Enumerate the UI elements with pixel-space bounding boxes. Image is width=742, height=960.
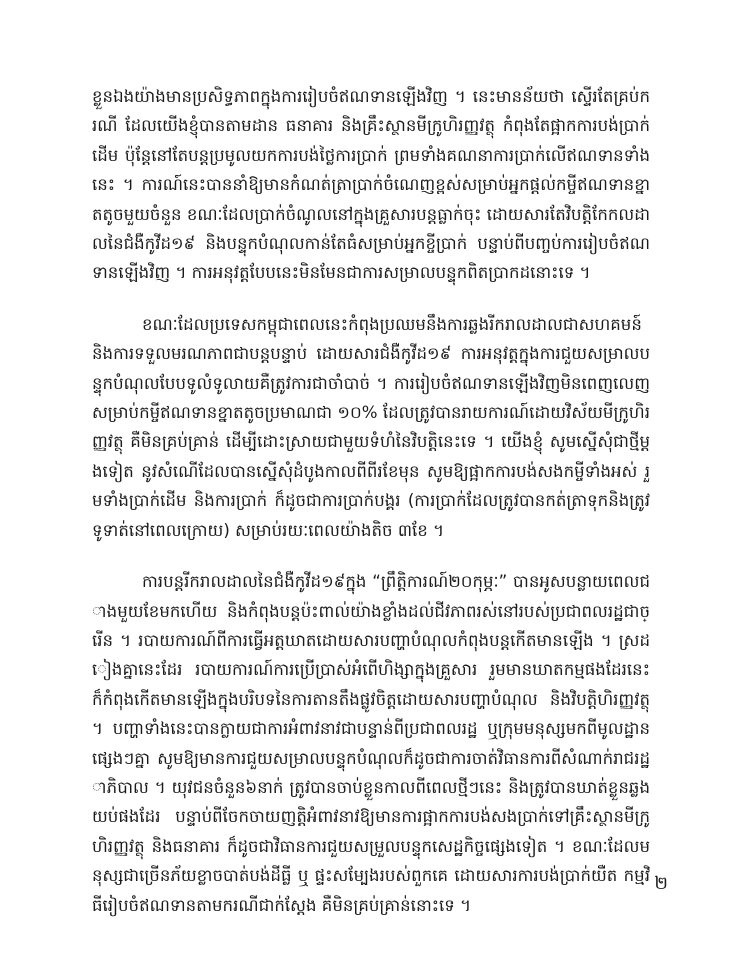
paragraph-continuation: ខ្លួនឯងយ៉ាងមានប្រសិទ្ធភាពក្នុងការរៀបចំឥណទានឡើងវិញ ។ នេះមានន័យថា ស្ទើរតែគ្រប់ករណី ដែលយើងខ្ញុំបានតាមដាន ធនាគារ និងគ្រឹះស្ថានមីក្រូហិរញ្ញវត្ថុ កំពុងតែផ្អាកការបង់ប្រាក់ដើម ប៉ុន្តែនៅតែបន្តប្រមូលយកការបង់ថ្លៃការប្រាក់ ព្រមទាំងគណនាការប្រាក់លើឥណទានទាំងនេះ ។ ការណ៍នេះបាននាំឱ្យមានកំណត់ត្រាប្រាក់ចំណេញខ្ពស់សម្រាប់អ្នកផ្តល់កម្ចីឥណទានខ្នាតតូចមួយចំនួន ខណៈដែលប្រាក់ចំណូលនៅក្នុងគ្រួសារបន្តធ្លាក់ចុះ ដោយសារតែវិបត្តិកែកលដាលនៃជំងឺកូវីដ១៩ និងបន្ទុកបំណុលកាន់តែធំសម្រាប់អ្នកខ្ចីប្រាក់ បន្ទាប់ពីបញ្ចប់ការរៀបចំឥណទានឡើងវិញ ។ ការអនុវត្តបែបនេះមិនមែនជាការសម្រាលបន្ទុកពិតប្រាកដនោះទេ ។ (92, 87, 650, 283)
page-number: ២ (654, 873, 668, 894)
paragraph-february-event-impact: ការបន្តរីករាលដាលនៃជំងឺកូវីដ១៩ក្នុង “ព្រឹត្តិការណ៍២០កុម្ភៈ” បានអូសបន្លាយពេលជាងមួយខែមកហើយ និងកំពុងបន្តប៉ះពាល់យ៉ាងខ្លាំងដល់ជីវភាពរស់នៅរបស់ប្រជាពលរដ្ឋជាច្រើន ។ របាយការណ៍ពីការធ្វើអត្តឃាតដោយសារបញ្ហាបំណុលកំពុងបន្តកើតមានឡើង ។ ស្រដៀងគ្នានេះដែរ របាយការណ៍ការប្រើប្រាស់អំពើហិង្សាក្នុងគ្រួសារ រួមមានឃាតកម្មផងដែរនេះ ក៏កំពុងកើតមានឡើងក្នុងបរិបទនៃការតានតឹងផ្លូវចិត្តដោយសារបញ្ហាបំណុល និងវិបត្តិហិរញ្ញវត្ថុ ។ បញ្ហាទាំងនេះបានក្លាយជាការអំពាវនាវជាបន្ទាន់ពីប្រជាពលរដ្ឋ ឬក្រុមមនុស្សមកពីមូលដ្ឋានផ្សេងៗគ្នា សូមឱ្យមានការជួយសម្រាលបន្ទុកបំណុលក៏ដូចជាការចាត់វិធានការពីសំណាក់រាជរដ្ឋាភិបាល ។ យុវជនចំនួន៦នាក់ ត្រូវបានចាប់ខ្លួនកាលពីពេលថ្មីៗនេះ និងត្រូវបានឃាត់ខ្លួនឆ្លងយប់ផងដែរ បន្ទាប់ពីចែកចាយញត្តិអំពាវនាវឱ្យមានការផ្អាកការបង់សងប្រាក់ទៅគ្រឹះស្ថានមីក្រូហិរញ្ញវត្ថុ និងធនាគារ ក៏ដូចជាវិធានការជួយសម្រួលបន្ទុកសេដ្ឋកិច្ចផ្សេងទៀត ។ ខណៈដែលមនុស្សជាច្រើនភ័យខ្លាចបាត់បង់ដីធ្លី ឬ ផ្ទះសម្បែងរបស់ពួកគេ ដោយសារការបង់ប្រាក់យឺត កម្មវិធីរៀបចំឥណទានតាមករណីជាក់ស្តែង គឺមិនគ្រប់គ្រាន់នោះទេ ។ (92, 572, 650, 915)
paragraph-debt-relief-request: ខណៈដែលប្រទេសកម្ពុជាពេលនេះកំពុងប្រឈមនឹងការឆ្លងរីករាលដាលជាសហគមន៍ និងការទទួលមរណភាពជាបន្តបន្ទាប់ ដោយសារជំងឺកូវីដ១៩ ការអនុវត្តក្នុងការជួយសម្រាលបន្ទុកបំណុលបែបទូលំទូលាយគឺត្រូវការជាចាំបាច់ ។ ការរៀបចំឥណទានឡើងវិញមិនពេញលេញសម្រាប់កម្ចីឥណទានខ្នាតតូចប្រមាណជា ១០% ដែលត្រូវបានរាយការណ៍ដោយវិស័យមីក្រូហិរញ្ញវត្ថុ គឺមិនគ្រប់គ្រាន់ ដើម្បីដោះស្រាយជាមួយទំហំនៃវិបត្តិនេះទេ ។ យើងខ្ញុំ សូមស្នើសុំជាថ្មីម្តងទៀត នូវសំណើដែលបានស្នើសុំដំបូងកាលពីពីរខែមុន សូមឱ្យផ្អាកការបង់សងកម្ចីទាំងអស់ រួមទាំងប្រាក់ដើម និងការប្រាក់ ក៏ដូចជាការប្រាក់បង្គរ (ការប្រាក់ដែលត្រូវបានកត់ត្រាទុកនិងត្រូវទូទាត់នៅពេលក្រោយ) សម្រាប់រយៈពេលយ៉ាងតិច ៣ខែ ។ (92, 314, 650, 540)
